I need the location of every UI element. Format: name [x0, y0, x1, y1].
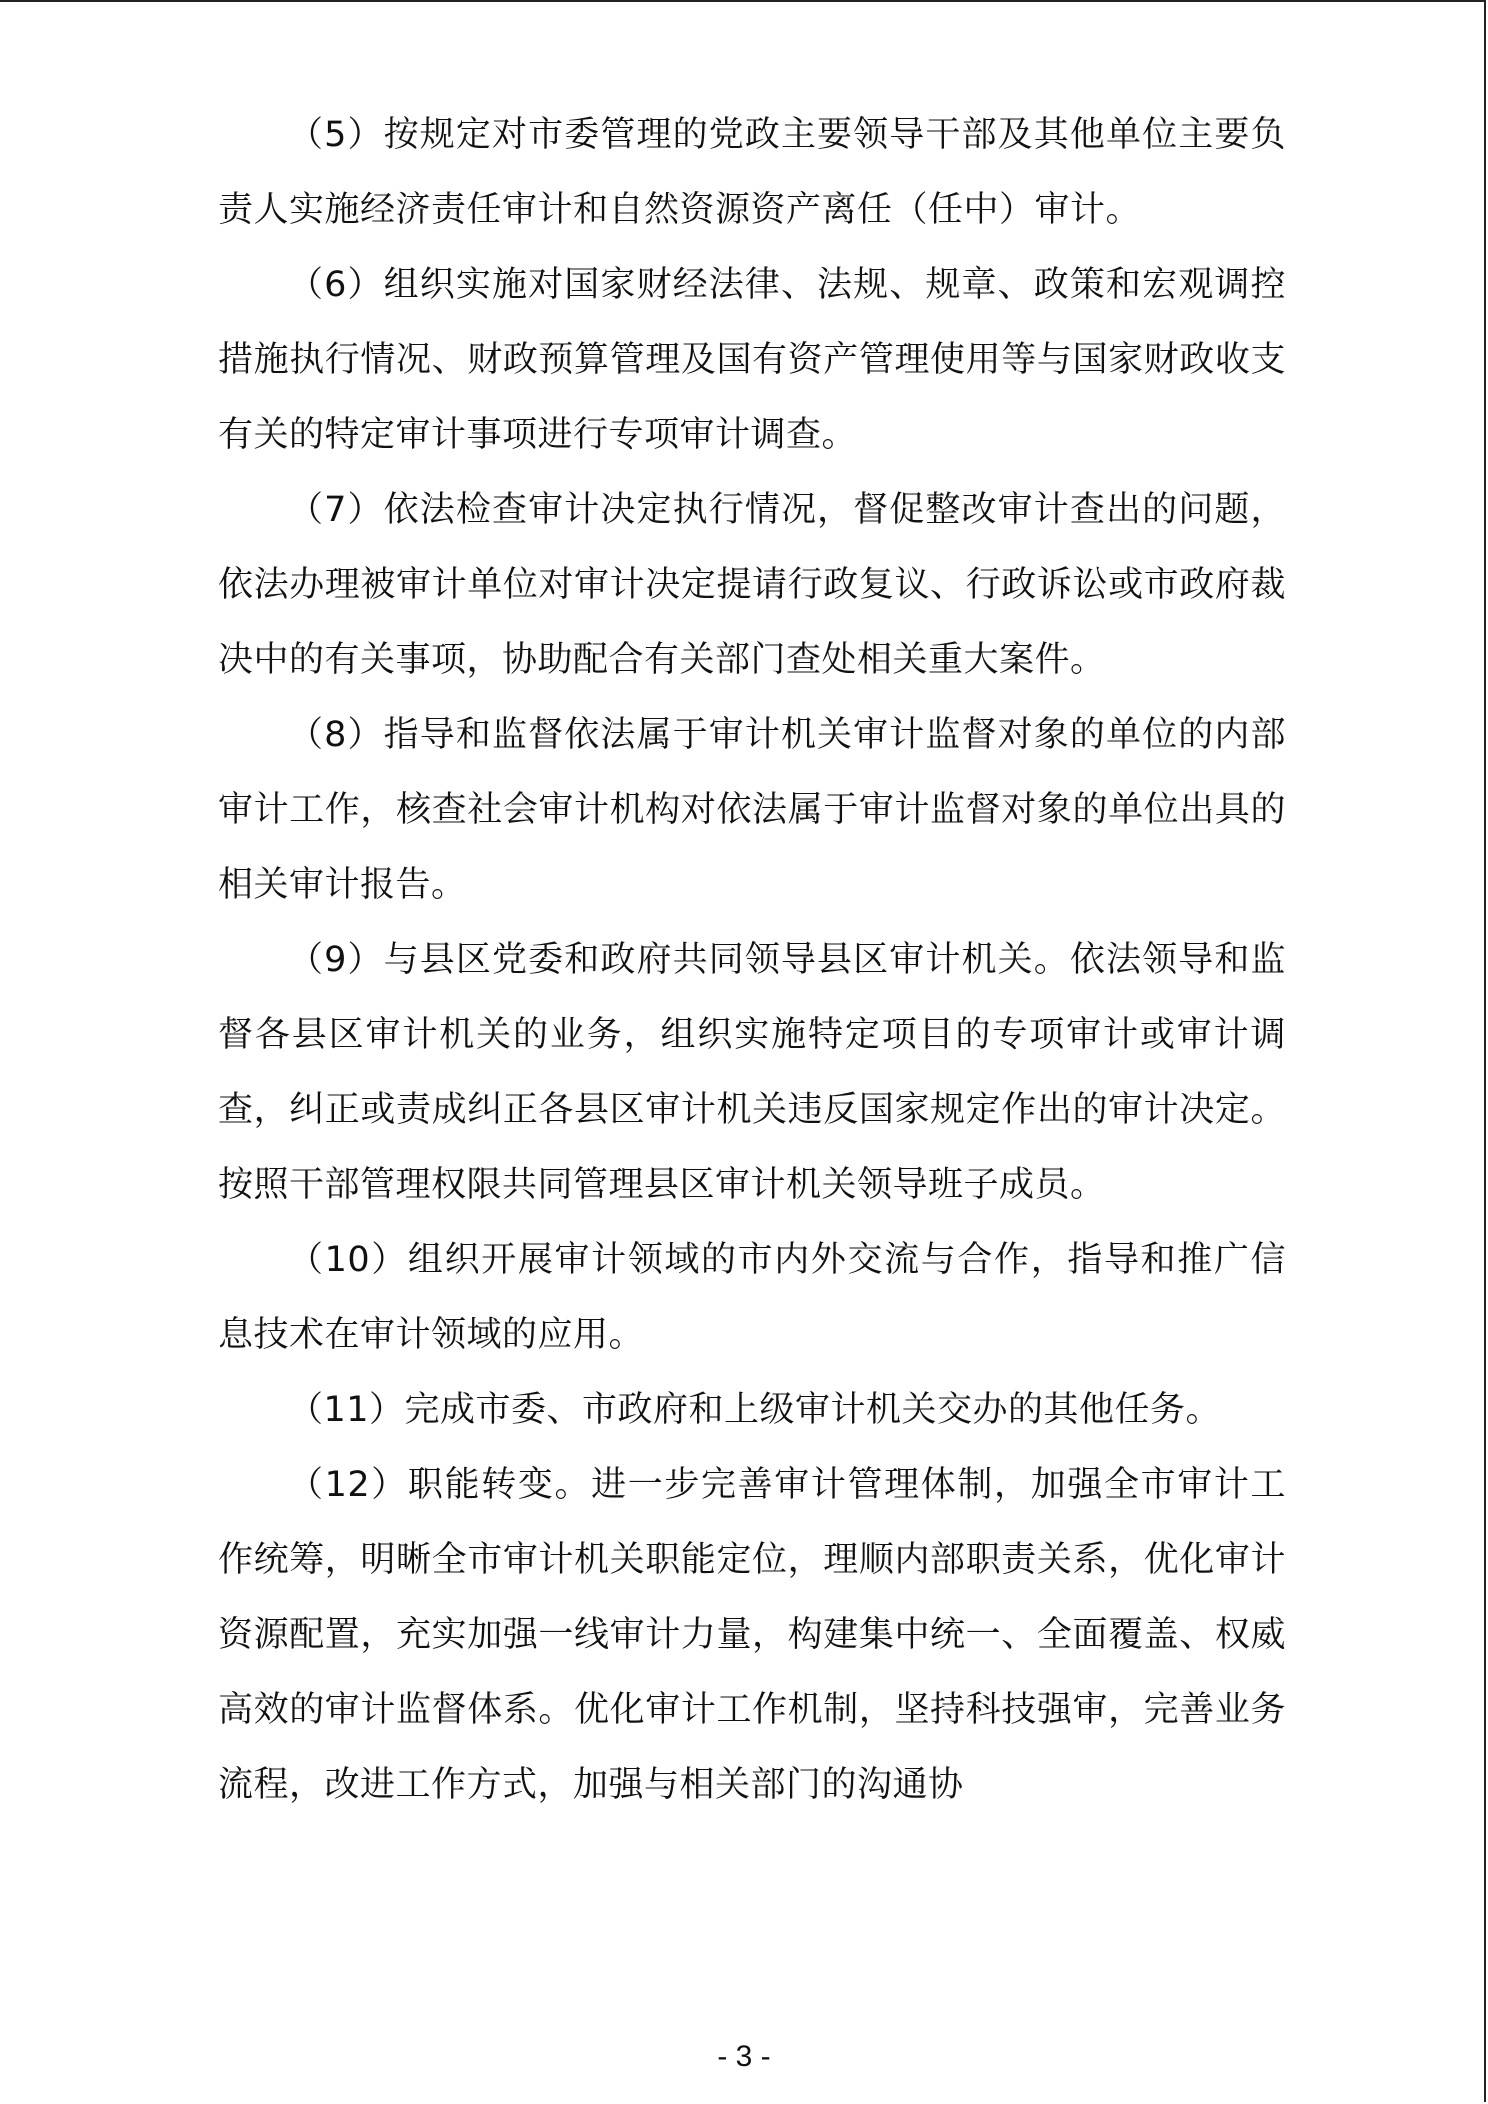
- paragraph-6: （6）组织实施对国家财经法律、法规、规章、政策和宏观调控措施执行情况、财政预算管理及国有资产管理使用等与国家财政收支有关的特定审计事项进行专项审计调查。: [218, 265, 1286, 455]
- document-body: [218, 98, 1286, 1823]
- paragraph-11: （11）完成市委、市政府和上级审计机关交办的其他任务。: [288, 1390, 1222, 1430]
- paragraph-7: （7）依法检查审计决定执行情况，督促整改审计查出的问题，依法办理被审计单位对审计决定提请行政复议、行政诉讼或市政府裁决中的有关事项，协助配合有关部门查处相关重大案件。: [218, 490, 1286, 680]
- paragraph-9: （9）与县区党委和政府共同领导县区审计机关。依法领导和监督各县区审计机关的业务，组织实施特定项目的专项审计或审计调查，纠正或责成纠正各县区审计机关违反国家规定作出的审计决定。按照干部管理权限共同管理县区审计机关领导班子成员。: [218, 940, 1286, 1205]
- page-number: - 3 -: [717, 2040, 771, 2073]
- paragraph-8: （8）指导和监督依法属于审计机关审计监督对象的单位的内部审计工作，核查社会审计机构对依法属于审计监督对象的单位出具的相关审计报告。: [218, 715, 1286, 905]
- paragraph-5: （5）按规定对市委管理的党政主要领导干部及其他单位主要负责人实施经济责任审计和自然资源资产离任（任中）审计。: [218, 115, 1286, 230]
- paragraph-12: （12）职能转变。进一步完善审计管理体制，加强全市审计工作统筹，明晰全市审计机关职能定位，理顺内部职责关系，优化审计资源配置，充实加强一线审计力量，构建集中统一、全面覆盖、权威高效的审计监督体系。优化审计工作机制，坚持科技强审，完善业务流程，改进工作方式，加强与相关部门的沟通协: [218, 1465, 1286, 1805]
- paragraph-10: （10）组织开展审计领域的市内外交流与合作，指导和推广信息技术在审计领域的应用。: [218, 1240, 1286, 1355]
